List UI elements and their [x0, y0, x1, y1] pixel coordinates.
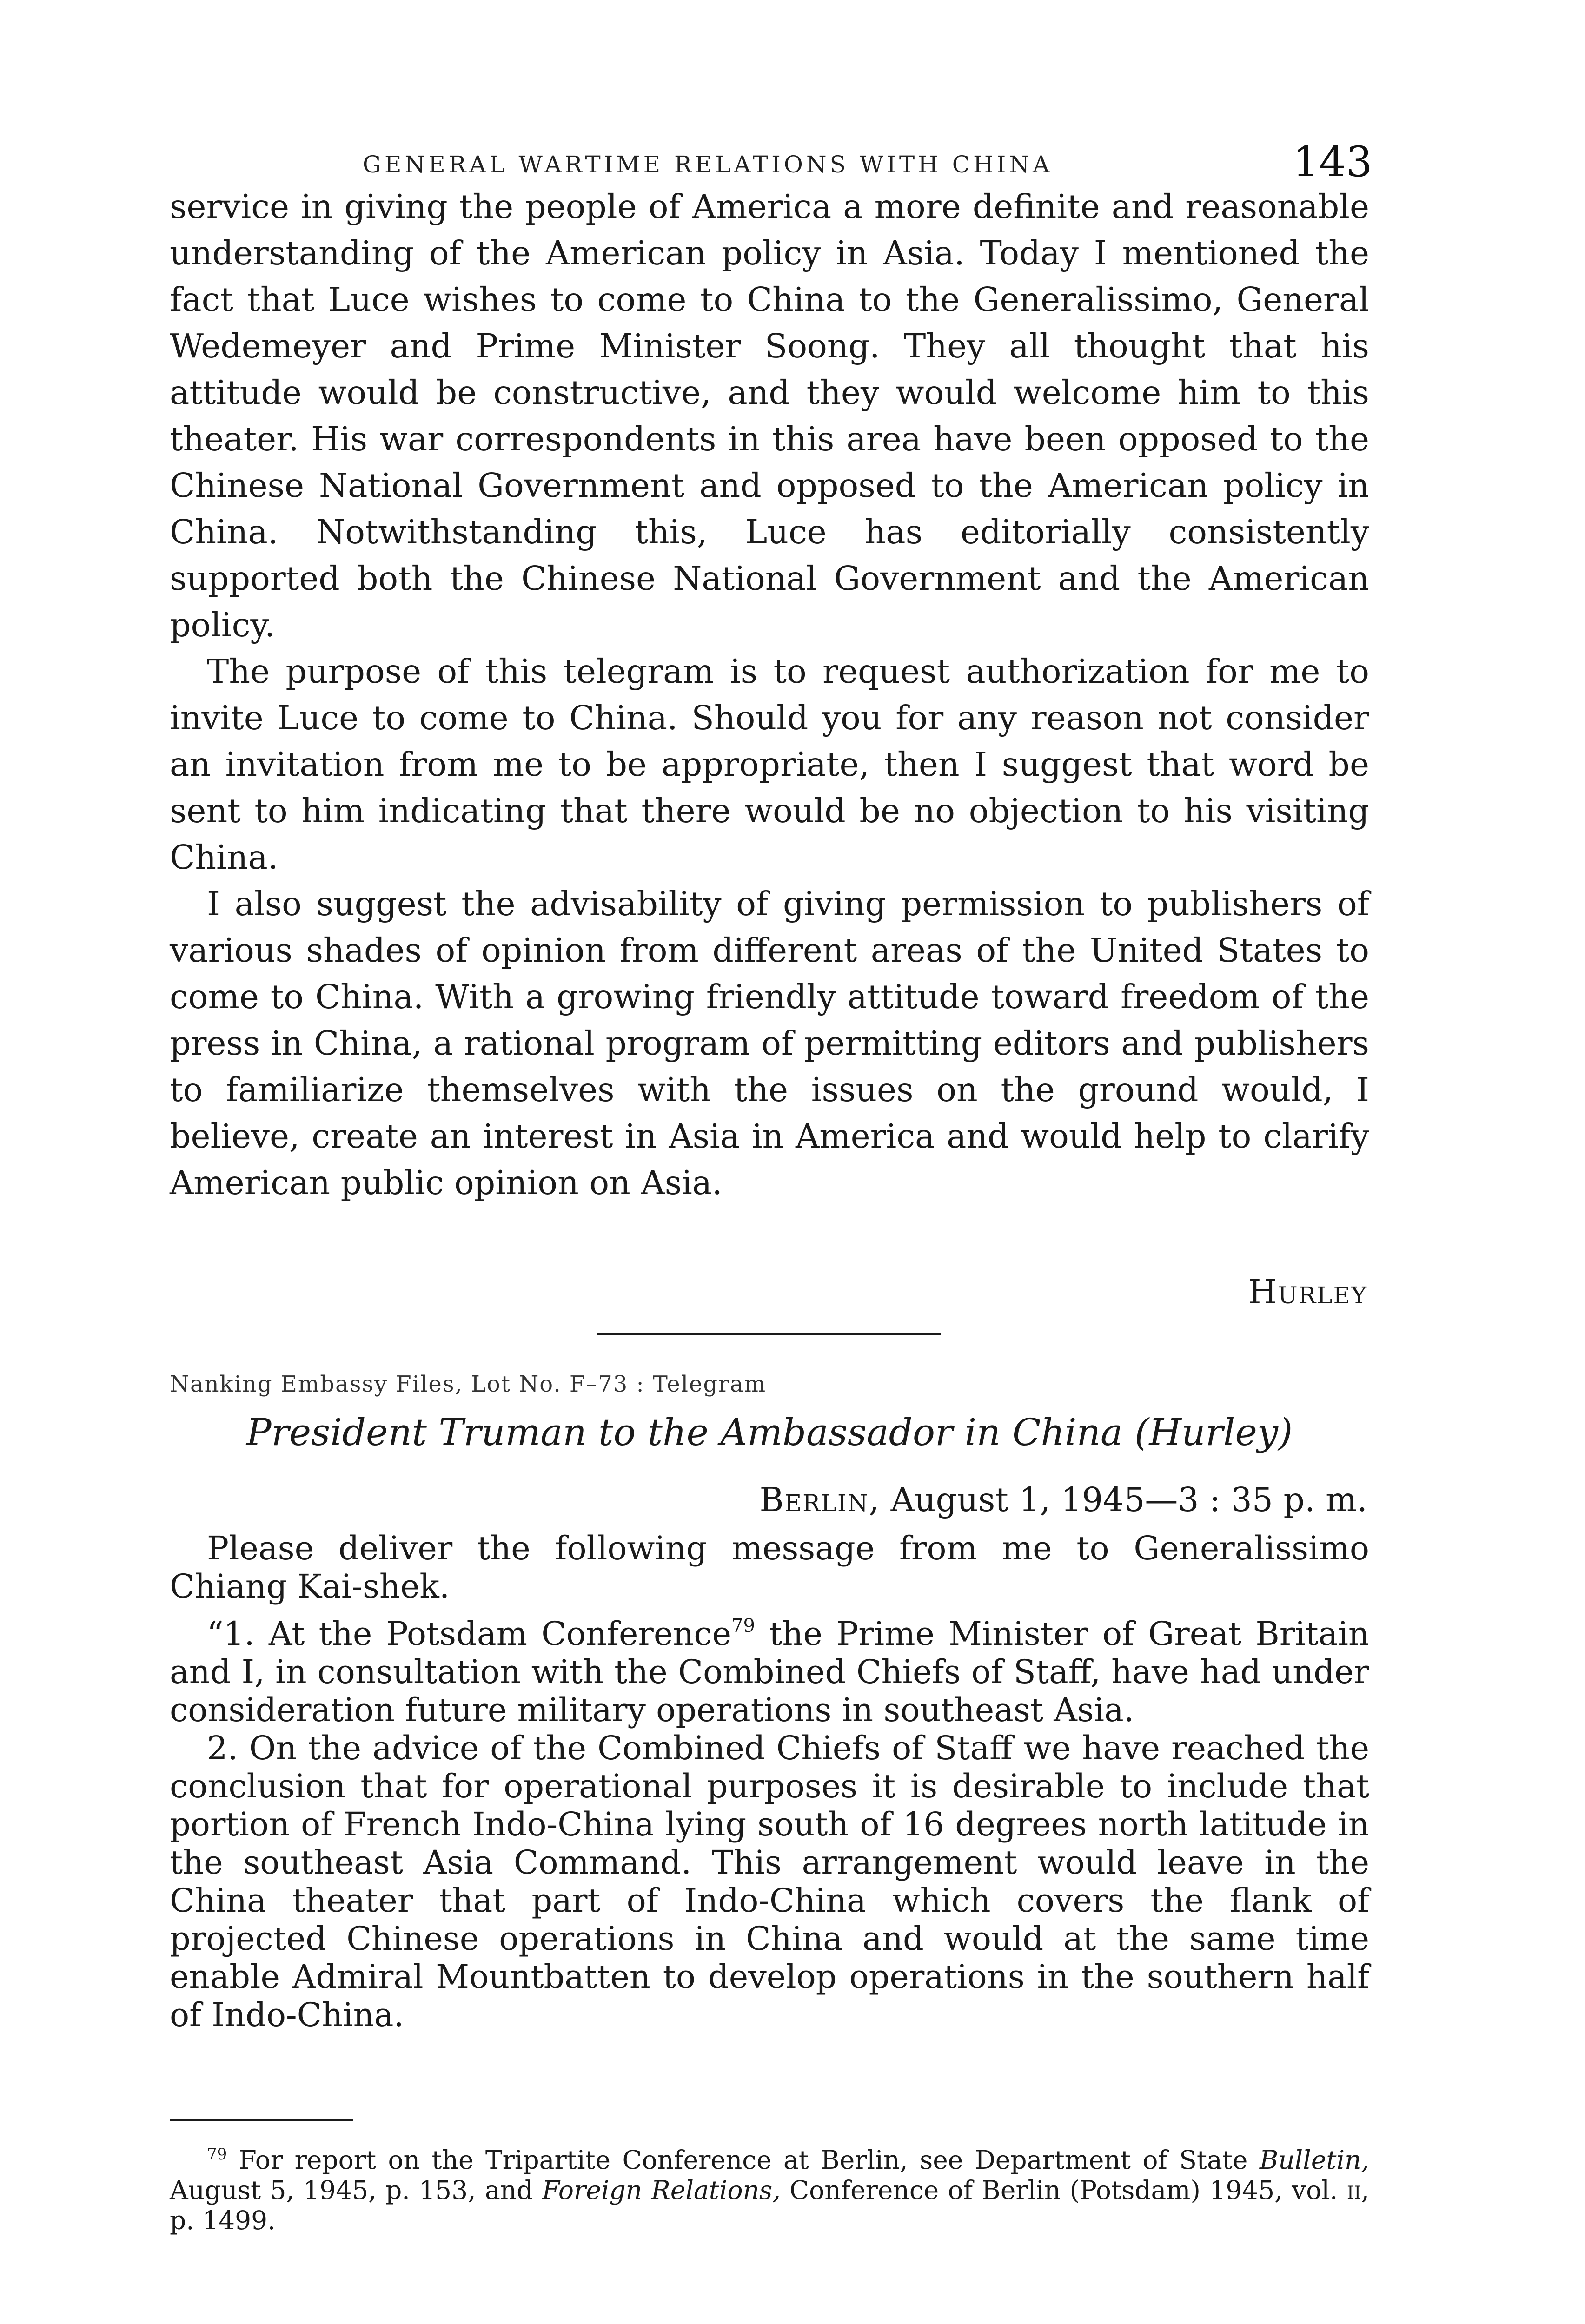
document-title: President Truman to the Ambassador in China (Hurley) — [246, 1411, 1293, 1454]
message-item-1 — [170, 1615, 1369, 1729]
page-number: 143 — [1293, 138, 1373, 186]
footnote-text-b: August 5, 1945, p. 153, and — [170, 2175, 542, 2205]
footnote-text-d: , p. 1499. — [170, 2175, 1370, 2235]
message-body — [170, 1529, 1369, 2034]
letter-body — [170, 184, 1369, 1206]
footnote-text-a: For report on the Tripartite Conference at Berlin, see Department of State — [227, 2145, 1260, 2175]
message-item-1-start: “1. At the Potsdam Conference — [207, 1615, 732, 1653]
message-intro: Please deliver the following message from me to Generalissimo Chiang Kai-shek. — [170, 1529, 1369, 1605]
footnote-rule — [170, 2119, 353, 2121]
message-item-1-rest: the Prime Minister of Great Britain and I, in consultation with the Combined Chiefs of Staff, have had under consideration future military operations in southeast Asia. — [170, 1615, 1369, 1729]
footnote-bulletin: Bulletin, — [1259, 2145, 1369, 2175]
letter-paragraph-1: service in giving the people of America a more definite and reasonable understanding of the American policy in Asia. Today I mentioned the fact that Luce wishes to come to China to the Generalissimo, General Wedemeyer and Prime Minister Soong. They all thought that his attitude would be constructive, and they would welcome him to this theater. His war correspondents in this area have been opposed to the Chinese National Government and opposed to the American policy in China. Notwithstanding this, Luce has editorially consistently supported both the Chinese National Government and the American policy. — [170, 187, 1369, 644]
letter-paragraph-3: I also suggest the advisability of giving permission to publishers of various shades of opinion from different areas of the United States to come to China. With a growing friendly attitude toward freedom of the press in China, a rational program of permitting editors and publishers to familiarize themselves with the issues on the ground would, I believe, create an interest in Asia in America and would help to clarify American public opinion on Asia. — [170, 885, 1369, 1202]
running-head: GENERAL WARTIME RELATIONS WITH CHINA — [363, 151, 1053, 178]
footnote-text-c: Conference of Berlin (Potsdam) 1945, vol. — [780, 2175, 1347, 2205]
footnote-reference: 79 — [731, 1615, 755, 1637]
signature-hurley: Hurley — [1248, 1273, 1367, 1311]
section-divider — [597, 1333, 941, 1335]
dateline-date-time: August 1, 1945—3 : 35 p. m. — [880, 1480, 1367, 1519]
letter-paragraph-2: The purpose of this telegram is to request authorization for me to invite Luce to come to China. Should you for any reason not consider an invitation from me to be appropriate, then I suggest that word be sent to him indicating that there would be no objection to his visiting China. — [170, 652, 1369, 877]
footnote-volume: ii — [1346, 2175, 1361, 2205]
source-note: Nanking Embassy Files, Lot No. F–73 : Telegram — [170, 1371, 767, 1397]
dateline — [759, 1480, 1367, 1519]
message-item-2: 2. On the advice of the Combined Chiefs of Staff we have reached the conclusion that for operational purposes it is desirable to include that portion of French Indo-China lying south of 16 degrees north latitude in the southeast Asia Command. This arrangement would leave in the China theater that part of Indo-China which covers the flank of projected Chinese operations in China and would at the same time enable Admiral Mountbatten to develop operations in the southern half of Indo-China. — [170, 1729, 1369, 2034]
footnote — [170, 2145, 1369, 2236]
footnote-number: 79 — [207, 2145, 227, 2164]
dateline-place: Berlin, — [759, 1480, 881, 1519]
footnote-foreign-relations: Foreign Relations, — [542, 2175, 781, 2205]
